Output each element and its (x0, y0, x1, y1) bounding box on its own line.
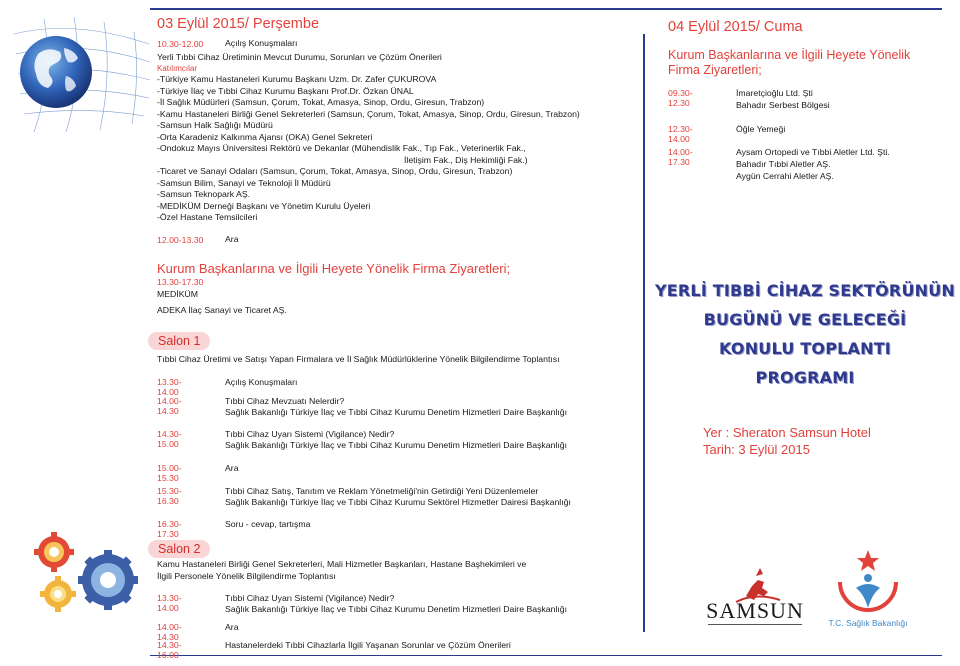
session-speaker: Sağlık Bakanlığı Türkiye İlaç ve Tıbbi Cihaz Kurumu Sektörel Hizmetler Dairesi Başkanlığı (225, 497, 571, 507)
visit-time: 09.30-12.30 (668, 88, 693, 108)
participant: -MEDİKÜM Derneği Başkanı ve Yönetim Kurulu Üyeleri (157, 200, 371, 211)
samsun-logo-text: SAMSUN (706, 598, 804, 623)
session-speaker: Sağlık Bakanlığı Türkiye İlaç ve Tıbbi Cihaz Kurumu Denetim Hizmetleri Daire Başkanlığı (225, 604, 568, 614)
visit-heading: Kurum Başkanlarına ve İlgili Heyete Yönelik Firma Ziyaretleri; (157, 261, 511, 276)
session-time: 14.30-15.00 (157, 429, 182, 449)
session-title: Ara (225, 622, 239, 632)
salon2-subtitle: İlgili Personele Yönelik Bilgilendirme Toplantısı (157, 571, 336, 581)
session-speaker: Sağlık Bakanlığı Türkiye İlaç ve Tıbbi Cihaz Kurumu Denetim Hizmetleri Daire Başkanlığı (225, 407, 568, 417)
session-title: Tıbbi Cihaz Satış, Tanıtım ve Reklam Yönetmeliği'nin Getirdiği Yeni Düzenlemeler (225, 486, 539, 496)
opening-label: Açılış Konuşmaları (225, 38, 298, 48)
participant: -Orta Karadeniz Kalkınma Ajansı (OKA) Genel Sekreteri (157, 131, 373, 142)
session-title: Tıbbi Cihaz Mevzuatı Nelerdir? (225, 396, 345, 406)
day1-topic: Yerli Tıbbi Cihaz Üretiminin Mevcut Durumu, Sorunları ve Çözüm Önerileri (157, 52, 442, 62)
visit-company: Bahadır Tıbbi Aletler AŞ. (736, 159, 831, 169)
program-title-line: KONULU TOPLANTI (719, 339, 891, 358)
column-divider (643, 34, 645, 632)
venue-place: Yer : Sheraton Samsun Hotel (703, 425, 871, 440)
program-title-line: PROGRAMI (755, 368, 855, 387)
session-time: 14.00-14.30 (157, 396, 182, 416)
participant: -Samsun Teknopark AŞ. (157, 189, 251, 199)
session-time: 13.30-14.00 (157, 593, 182, 613)
participant: -Ondokuz Mayıs Üniversitesi Rektörü ve Dekanlar (Mühendislik Fak., Tıp Fak., Veterinerlik Fak., (157, 143, 526, 153)
visit-company: Aygün Cerrahi Aletler AŞ. (736, 171, 834, 181)
visit-company: MEDİKÜM (157, 289, 199, 299)
session-time: 14.00-14.30 (157, 622, 182, 642)
logo-underline (708, 624, 802, 625)
samsun-logo (700, 566, 810, 632)
session-time: 13.30-14.00 (157, 377, 182, 397)
session-time: 15.30-16.30 (157, 486, 182, 506)
ministry-emblem-icon (826, 548, 910, 620)
participant: -Kamu Hastaneleri Birliği Genel Sekreterleri (Samsun, Çorum, Tokat, Amasya, Sinop, Ordu, Giresun, Trabzon) (157, 108, 580, 119)
visit-company: İmaretçioğlu Ltd. Şti (736, 88, 813, 98)
top-rule (150, 8, 942, 10)
program-title-line: BUGÜNÜ VE GELECEĞİ (703, 310, 907, 329)
globe-icon (4, 14, 152, 134)
participant: -İl Sağlık Müdürleri (Samsun, Çorum, Tokat, Amasya, Sinop, Ordu, Giresun, Trabzon) (157, 97, 485, 107)
session-title: Tıbbi Cihaz Uyarı Sistemi (Vigilance) Nedir? (225, 593, 395, 603)
participant: -Samsun Bilim, Sanayi ve Teknoloji İl Müdürü (157, 177, 331, 188)
gears-icon (30, 532, 142, 618)
break-time: 12.00-13.30 (157, 235, 204, 245)
break-label: Ara (225, 234, 239, 244)
bottom-rule (150, 655, 942, 656)
session-title: Hastanelerdeki Tıbbi Cihazlarla İlgili Yaşanan Sorunlar ve Çözüm Önerileri (225, 640, 511, 650)
day2-title: 04 Eylül 2015/ Cuma (668, 19, 803, 35)
venue-date: Tarih: 3 Eylül 2015 (703, 442, 810, 457)
visit-time: 14.00-17.30 (668, 147, 693, 167)
participant: -Türkiye İlaç ve Tıbbi Cihaz Kurumu Başkanı Prof.Dr. Özkan ÜNAL (157, 85, 414, 96)
session-title: Ara (225, 463, 239, 473)
day2-visit-heading: Kurum Başkanlarına ve İlgili Heyete Yönelik (668, 48, 911, 62)
ministry-logo-text: T.C. Sağlık Bakanlığı (828, 618, 908, 628)
program-title (650, 276, 960, 392)
participant: -Özel Hastane Temsilcileri (157, 212, 258, 222)
salon1-badge: Salon 1 (148, 332, 210, 350)
session-title: Açılış Konuşmaları (225, 377, 298, 387)
visit-time: 13.30-17.30 (157, 277, 204, 287)
salon2-badge: Salon 2 (148, 540, 210, 558)
salon2-subtitle: Kamu Hastaneleri Birliği Genel Sekreterleri, Mali Hizmetler Başkanları, Hastane Başhekimleri ve (157, 559, 527, 569)
day1-title: 03 Eylül 2015/ Perşembe (157, 16, 320, 32)
participant: -Türkiye Kamu Hastaneleri Kurumu Başkanı Uzm. Dr. Zafer ÇUKUROVA (157, 74, 437, 84)
program-title-line: YERLİ TIBBİ CİHAZ SEKTÖRÜNÜN (654, 281, 956, 300)
visit-company: ADEKA İlaç Sanayi ve Ticaret AŞ. (157, 305, 287, 315)
session-time: 14.30-16.00 (157, 640, 182, 660)
session-time: 15.00-15.30 (157, 463, 182, 483)
participant: -Samsun Halk Sağlığı Müdürü (157, 120, 273, 130)
venue (703, 424, 871, 458)
salon1-subtitle: Tıbbi Cihaz Üretimi ve Satışı Yapan Firmalara ve İl Sağlık Müdürlüklerine Yönelik Bilgilendirme Toplantısı (157, 354, 560, 364)
opening-time: 10.30-12.00 (157, 39, 204, 49)
participant-continued: İletişim Fak., Diş Hekimliği Fak.) (404, 154, 528, 165)
session-speaker: Sağlık Bakanlığı Türkiye İlaç ve Tıbbi Cihaz Kurumu Denetim Hizmetleri Daire Başkanlığı (225, 440, 568, 450)
visit-company: Aysam Ortopedi ve Tıbbi Aletler Ltd. Şti. (736, 147, 890, 157)
visit-location: Bahadır Serbest Bölgesi (736, 100, 830, 110)
day2-visit-heading: Firma Ziyaretleri; (668, 63, 762, 77)
session-title: Soru - cevap, tartışma (225, 519, 311, 529)
ministry-logo (826, 548, 910, 634)
visit-time: 12.30-14.00 (668, 124, 693, 144)
participants-label: Katılımcılar (157, 64, 198, 73)
session-time: 16.30-17.30 (157, 519, 182, 539)
session-title: Tıbbi Cihaz Uyarı Sistemi (Vigilance) Nedir? (225, 429, 395, 439)
participant: -Ticaret ve Sanayi Odaları (Samsun, Çorum, Tokat, Amasya, Sinop, Ordu, Giresun, Trabzon) (157, 166, 513, 176)
visit-company: Öğle Yemeği (736, 124, 786, 134)
